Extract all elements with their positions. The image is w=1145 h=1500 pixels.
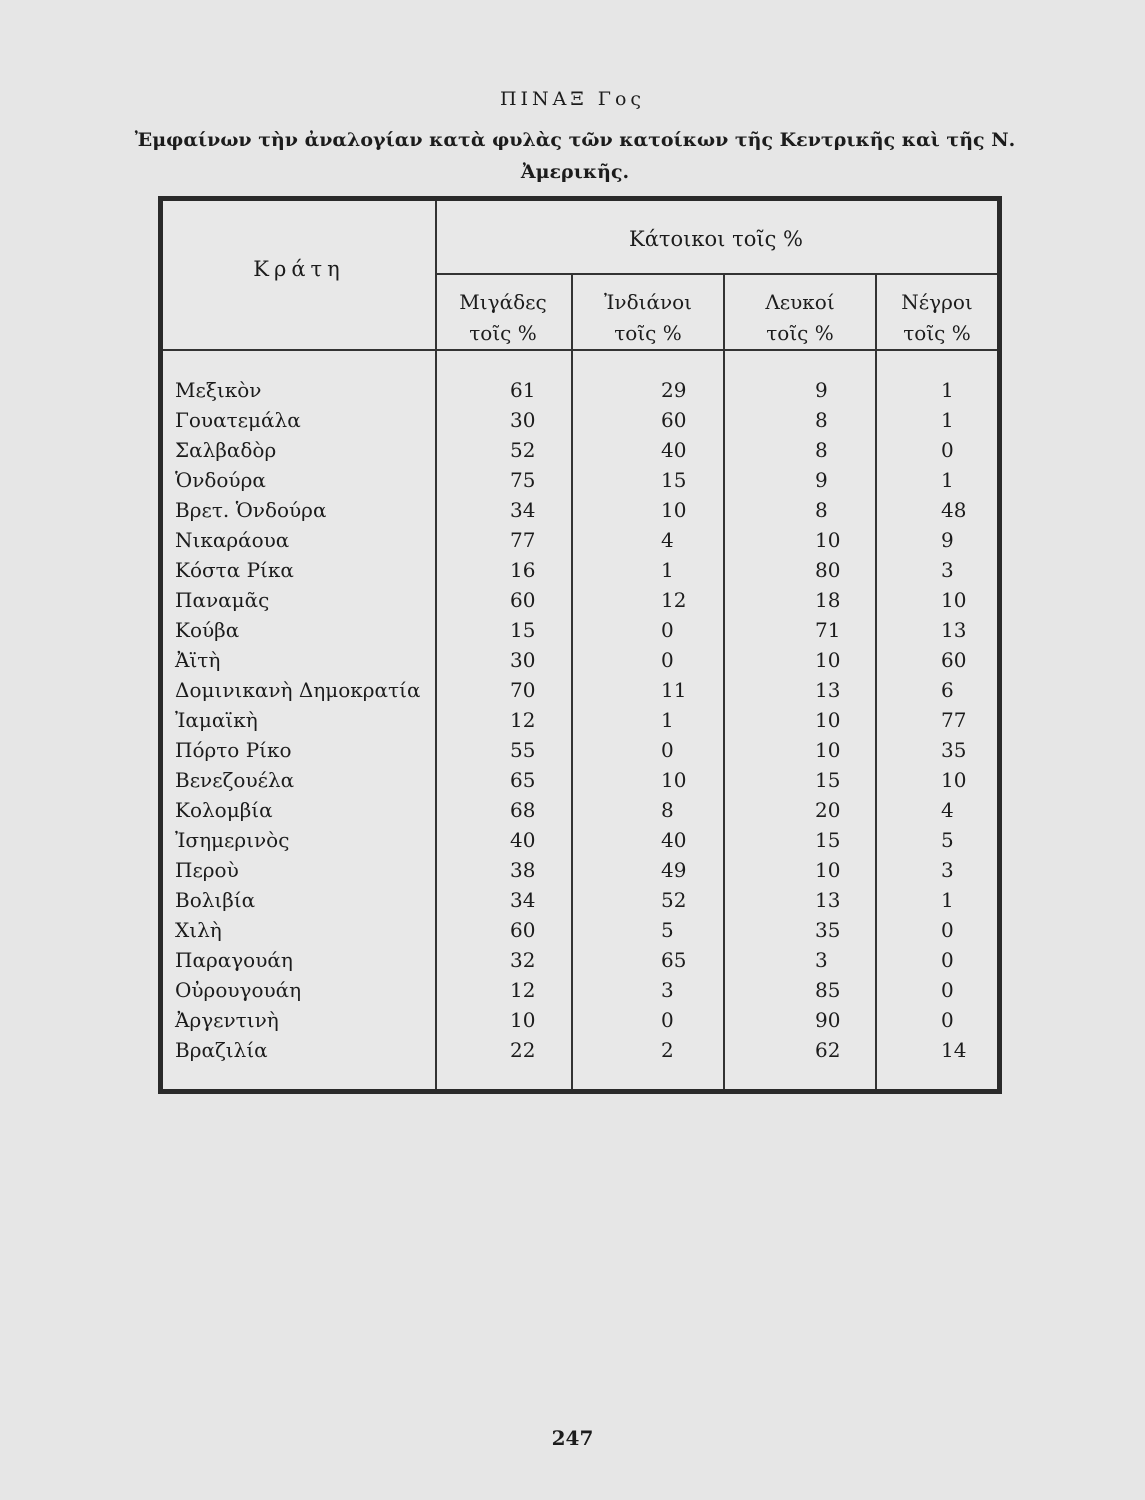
table-row [163, 915, 997, 945]
state-name: Ἰσημερινὸς [175, 828, 290, 852]
indians-value: 12 [661, 588, 687, 612]
population-table [158, 196, 1002, 1094]
state-name: Βενεζουέλα [175, 768, 295, 792]
indians-value: 0 [661, 1008, 674, 1032]
table-row [163, 585, 997, 615]
whites-value: 13 [815, 678, 841, 702]
state-name: Κούβα [175, 618, 240, 642]
indians-value: 52 [661, 888, 687, 912]
blacks-value: 0 [941, 1008, 954, 1032]
table-caption: Ἐμφαίνων τὴν ἀναλογίαν κατὰ φυλὰς τῶν κατοίκων τῆς Κεντρικῆς καὶ τῆς Ν. Ἀμερικῆς. [134, 129, 1016, 183]
state-name: Μεξικὸν [175, 378, 262, 402]
indians-value: 10 [661, 768, 687, 792]
blacks-value: 14 [941, 1038, 967, 1062]
whites-value: 90 [815, 1008, 841, 1032]
whites-value: 20 [815, 798, 841, 822]
state-name: Οὐρουγουάη [175, 978, 302, 1002]
state-name: Παραγουάη [175, 948, 293, 972]
blacks-value: 1 [941, 408, 954, 432]
whites-value: 80 [815, 558, 841, 582]
blacks-value: 4 [941, 798, 954, 822]
state-name: Κολομβία [175, 798, 273, 822]
mestizos-value: 10 [510, 1008, 536, 1032]
blacks-value: 10 [941, 768, 967, 792]
whites-value: 15 [815, 828, 841, 852]
mestizos-value: 16 [510, 558, 536, 582]
blacks-value: 35 [941, 738, 967, 762]
state-name: Πόρτο Ρίκο [175, 738, 292, 762]
blacks-value: 48 [941, 498, 967, 522]
mestizos-value: 60 [510, 588, 536, 612]
indians-value: 29 [661, 378, 687, 402]
mestizos-value: 12 [510, 708, 536, 732]
whites-value: 10 [815, 738, 841, 762]
state-name: Χιλὴ [175, 918, 222, 942]
blacks-value: 60 [941, 648, 967, 672]
table-row [163, 405, 997, 435]
indians-value: 4 [661, 528, 674, 552]
state-name: Παναμᾶς [175, 588, 270, 612]
table-row [163, 615, 997, 645]
blacks-value: 1 [941, 468, 954, 492]
table-row [163, 825, 997, 855]
table-row [163, 495, 997, 525]
indians-value: 1 [661, 708, 674, 732]
indians-value: 11 [661, 678, 687, 702]
state-name: Ὁνδούρα [175, 468, 266, 492]
table-row [163, 1005, 997, 1035]
mestizos-value: 30 [510, 408, 536, 432]
state-name: Ἀργεντινὴ [175, 1008, 279, 1032]
divider-group-header [435, 273, 997, 275]
table-row [163, 735, 997, 765]
indians-value: 65 [661, 948, 687, 972]
blacks-value: 10 [941, 588, 967, 612]
state-name: Ἀϊτὴ [175, 648, 221, 672]
indians-value: 40 [661, 828, 687, 852]
whites-value: 8 [815, 408, 828, 432]
indians-value: 49 [661, 858, 687, 882]
whites-value: 8 [815, 438, 828, 462]
table-row [163, 975, 997, 1005]
state-name: Κόστα Ρίκα [175, 558, 294, 582]
column-header-whites: Λευκοί τοῖς % [765, 290, 835, 345]
blacks-value: 3 [941, 858, 954, 882]
table-row [163, 555, 997, 585]
blacks-value: 0 [941, 948, 954, 972]
table-row [163, 945, 997, 975]
blacks-value: 0 [941, 438, 954, 462]
column-header-blacks: Νέγροι τοῖς % [901, 290, 973, 345]
page-number: 247 [551, 1426, 594, 1450]
mestizos-value: 55 [510, 738, 536, 762]
mestizos-value: 61 [510, 378, 536, 402]
column-header-indians: Ἰνδιάνοι τοῖς % [603, 290, 692, 345]
table-row [163, 465, 997, 495]
whites-value: 15 [815, 768, 841, 792]
indians-value: 2 [661, 1038, 674, 1062]
whites-value: 3 [815, 948, 828, 972]
mestizos-value: 22 [510, 1038, 536, 1062]
mestizos-value: 75 [510, 468, 536, 492]
state-name: Περοὺ [175, 858, 239, 882]
indians-value: 3 [661, 978, 674, 1002]
whites-value: 10 [815, 528, 841, 552]
mestizos-value: 77 [510, 528, 536, 552]
whites-value: 18 [815, 588, 841, 612]
blacks-value: 0 [941, 978, 954, 1002]
blacks-value: 77 [941, 708, 967, 732]
mestizos-value: 70 [510, 678, 536, 702]
states-header: Κράτη [253, 257, 345, 281]
mestizos-value: 15 [510, 618, 536, 642]
group-header: Κάτοικοι τοῖς % [629, 227, 803, 251]
mestizos-value: 12 [510, 978, 536, 1002]
table-row [163, 525, 997, 555]
mestizos-value: 60 [510, 918, 536, 942]
indians-value: 5 [661, 918, 674, 942]
table-row [163, 765, 997, 795]
mestizos-value: 52 [510, 438, 536, 462]
mestizos-value: 38 [510, 858, 536, 882]
blacks-value: 13 [941, 618, 967, 642]
mestizos-value: 40 [510, 828, 536, 852]
divider-header-body [163, 349, 997, 351]
whites-value: 35 [815, 918, 841, 942]
indians-value: 60 [661, 408, 687, 432]
state-name: Νικαράουα [175, 528, 290, 552]
state-name: Γουατεμάλα [175, 408, 301, 432]
indians-value: 15 [661, 468, 687, 492]
indians-value: 40 [661, 438, 687, 462]
indians-value: 0 [661, 618, 674, 642]
table-title: ΠΙΝΑΞ Γος [499, 88, 646, 110]
mestizos-value: 32 [510, 948, 536, 972]
table-row [163, 795, 997, 825]
blacks-value: 1 [941, 888, 954, 912]
mestizos-value: 34 [510, 888, 536, 912]
blacks-value: 0 [941, 918, 954, 942]
whites-value: 8 [815, 498, 828, 522]
mestizos-value: 68 [510, 798, 536, 822]
mestizos-value: 65 [510, 768, 536, 792]
table-row [163, 1035, 997, 1065]
state-name: Βολιβία [175, 888, 256, 912]
blacks-value: 3 [941, 558, 954, 582]
blacks-value: 9 [941, 528, 954, 552]
indians-value: 1 [661, 558, 674, 582]
state-name: Ἰαμαϊκὴ [175, 708, 258, 732]
mestizos-value: 30 [510, 648, 536, 672]
whites-value: 13 [815, 888, 841, 912]
table-row [163, 705, 997, 735]
state-name: Βρετ. Ὁνδούρα [175, 498, 327, 522]
table-row [163, 435, 997, 465]
table-row [163, 645, 997, 675]
indians-value: 0 [661, 648, 674, 672]
blacks-value: 5 [941, 828, 954, 852]
indians-value: 0 [661, 738, 674, 762]
mestizos-value: 34 [510, 498, 536, 522]
state-name: Βραζιλία [175, 1038, 268, 1062]
blacks-value: 1 [941, 378, 954, 402]
whites-value: 10 [815, 648, 841, 672]
whites-value: 9 [815, 468, 828, 492]
table-row [163, 375, 997, 405]
whites-value: 9 [815, 378, 828, 402]
column-header-mestizos: Μιγάδες τοῖς % [459, 290, 547, 345]
table-row [163, 675, 997, 705]
whites-value: 62 [815, 1038, 841, 1062]
blacks-value: 6 [941, 678, 954, 702]
state-name: Δομινικανὴ Δημοκρατία [175, 678, 421, 702]
whites-value: 71 [815, 618, 841, 642]
indians-value: 10 [661, 498, 687, 522]
whites-value: 85 [815, 978, 841, 1002]
state-name: Σαλβαδὸρ [175, 438, 277, 462]
whites-value: 10 [815, 708, 841, 732]
indians-value: 8 [661, 798, 674, 822]
whites-value: 10 [815, 858, 841, 882]
table-row [163, 885, 997, 915]
table-row [163, 855, 997, 885]
